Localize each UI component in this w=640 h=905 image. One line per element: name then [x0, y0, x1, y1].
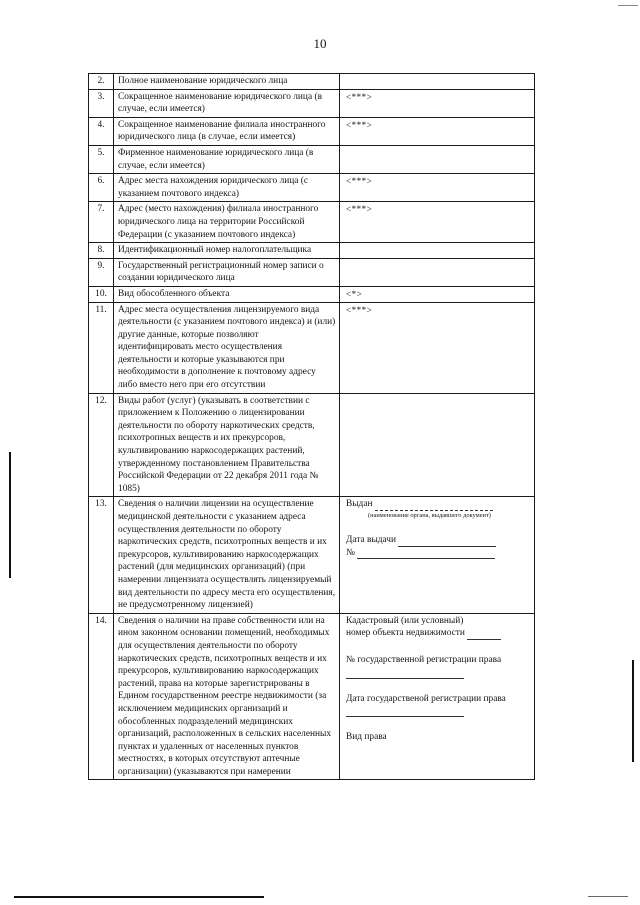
table-row — [89, 497, 535, 613]
row-value[interactable] — [340, 243, 535, 259]
row-number: 7. — [89, 202, 114, 243]
cadastral-underline[interactable] — [467, 630, 501, 640]
row-value[interactable]: <***> — [340, 302, 535, 393]
issued-label: Выдан — [346, 499, 373, 510]
table-row — [89, 74, 535, 90]
table-row — [89, 202, 535, 243]
row-label: Вид обособленного объекта — [114, 286, 340, 302]
reg-number-label: № государственной регистрации права — [346, 654, 502, 665]
row-value[interactable] — [340, 393, 535, 497]
scan-artifact-bottom — [14, 896, 264, 898]
row-number: 11. — [89, 302, 114, 393]
issued-caption: (наименование органа, выдавшего документ) — [368, 512, 491, 519]
row-value[interactable] — [340, 497, 535, 613]
scan-artifact-top-right — [618, 5, 638, 6]
cadastral-label-2: номер объекта недвижимости — [346, 628, 465, 639]
row-label: Адрес (место нахождения) филиала иностранного юридического лица на территории Российской Федерации (с указанием почтового индекса) — [114, 202, 340, 243]
row-label: Идентификационный номер налогоплательщика — [114, 243, 340, 259]
row-value[interactable]: <***> — [340, 202, 535, 243]
table-row — [89, 117, 535, 145]
table-row — [89, 89, 535, 117]
row-value[interactable]: <***> — [340, 89, 535, 117]
cadastral-label: Кадастровый (или условный) — [346, 615, 464, 626]
table-row — [89, 145, 535, 173]
number-line — [346, 547, 531, 560]
row-label: Сведения о наличии лицензии на осуществление медицинской деятельности с указанием адреса осуществления деятельности по обороту наркотических средств, психотропных веществ и их прекурсоров, культивированию наркосодержащих растений (для медицинских организаций) (при намерении лицензиата осуществлять лицензируемый вид деятельности по адресу места его осуществления, не предусмотренному лицензией) — [114, 497, 340, 613]
row-value[interactable]: <***> — [340, 174, 535, 202]
row-number: 8. — [89, 243, 114, 259]
scan-artifact-bottom-right — [588, 896, 628, 897]
table-row — [89, 393, 535, 497]
cadastral-line — [346, 627, 531, 640]
spacer — [346, 679, 531, 693]
table-row — [89, 174, 535, 202]
spacer — [346, 717, 531, 731]
application-form-table — [88, 73, 535, 780]
reg-date-underline[interactable] — [346, 707, 464, 717]
row-number: 4. — [89, 117, 114, 145]
row-label: Фирменное наименование юридического лица (в случае, если имеется) — [114, 145, 340, 173]
issued-underline[interactable] — [375, 501, 493, 511]
row-number: 6. — [89, 174, 114, 202]
row-label: Адрес места осуществления лицензируемого вида деятельности (с указанием почтового индекса) и (или) другие данные, которые позволяют идентифицировать место осуществления деятельности и которые указываются при необходимости в дополнение к почтовому адресу либо вместо него при его отсутствии — [114, 302, 340, 393]
row-value[interactable] — [340, 74, 535, 90]
row-number: 5. — [89, 145, 114, 173]
date-label: Дата выдачи — [346, 535, 397, 545]
row-number: 13. — [89, 497, 114, 613]
spacer — [346, 640, 531, 654]
row-number: 14. — [89, 613, 114, 780]
right-type-label: Вид права — [346, 732, 387, 743]
row-value[interactable] — [340, 613, 535, 780]
row-label: Сокращенное наименование юридического лица (в случае, если имеется) — [114, 89, 340, 117]
issued-line — [346, 498, 531, 511]
table-row — [89, 286, 535, 302]
date-line — [346, 534, 531, 547]
spacer — [346, 520, 531, 534]
row-label: Адрес места нахождения юридического лица (с указанием почтового индекса) — [114, 174, 340, 202]
row-label: Полное наименование юридического лица — [114, 74, 340, 90]
row-label: Государственный регистрационный номер записи о создании юридического лица — [114, 258, 340, 286]
row-value[interactable] — [340, 145, 535, 173]
row-label: Сокращенное наименование филиала иностранного юридического лица (в случае, если имеется) — [114, 117, 340, 145]
row-number: 12. — [89, 393, 114, 497]
row-value[interactable]: <*> — [340, 286, 535, 302]
row-value[interactable] — [340, 258, 535, 286]
scan-artifact-right — [632, 660, 634, 762]
reg-date-label: Дата государственой регистрации права — [346, 693, 506, 704]
table-row — [89, 613, 535, 780]
table-row — [89, 302, 535, 393]
date-underline[interactable] — [398, 537, 496, 547]
row-number: 10. — [89, 286, 114, 302]
row-label: Сведения о наличии на праве собственности или на ином законном основании помещений, необходимых для осуществления деятельности по обороту наркотических средств, психотропных веществ и их прекурсоров, культивированию наркосодержащих растений, права на которые зарегистрированы в Едином государственном реестре недвижимости (за исключением медицинских организаций и обособленных подразделений медицинских организаций, расположенных в сельских населенных пунктах и удаленных от населенных пунктов местностях, в которых отсутствуют аптечные организации) (указываются при намерении — [114, 613, 340, 780]
row-number: 2. — [89, 74, 114, 90]
reg-number-underline[interactable] — [346, 669, 464, 679]
row-number: 9. — [89, 258, 114, 286]
row-label: Виды работ (услуг) (указывать в соответствии с приложением к Положению о лицензировании деятельности по обороту наркотических средств, психотропных веществ и их прекурсоров, культивированию наркосодержащих растений, утвержденному постановлением Правительства Российской Федерации от 22 декабря 2011 года № 1085) — [114, 393, 340, 497]
number-underline[interactable] — [357, 549, 495, 559]
number-label: № — [346, 547, 355, 558]
row-value[interactable]: <***> — [340, 117, 535, 145]
table-row — [89, 243, 535, 259]
row-number: 3. — [89, 89, 114, 117]
page-number: 10 — [313, 36, 327, 51]
table-row — [89, 258, 535, 286]
scan-artifact-left — [9, 452, 11, 578]
